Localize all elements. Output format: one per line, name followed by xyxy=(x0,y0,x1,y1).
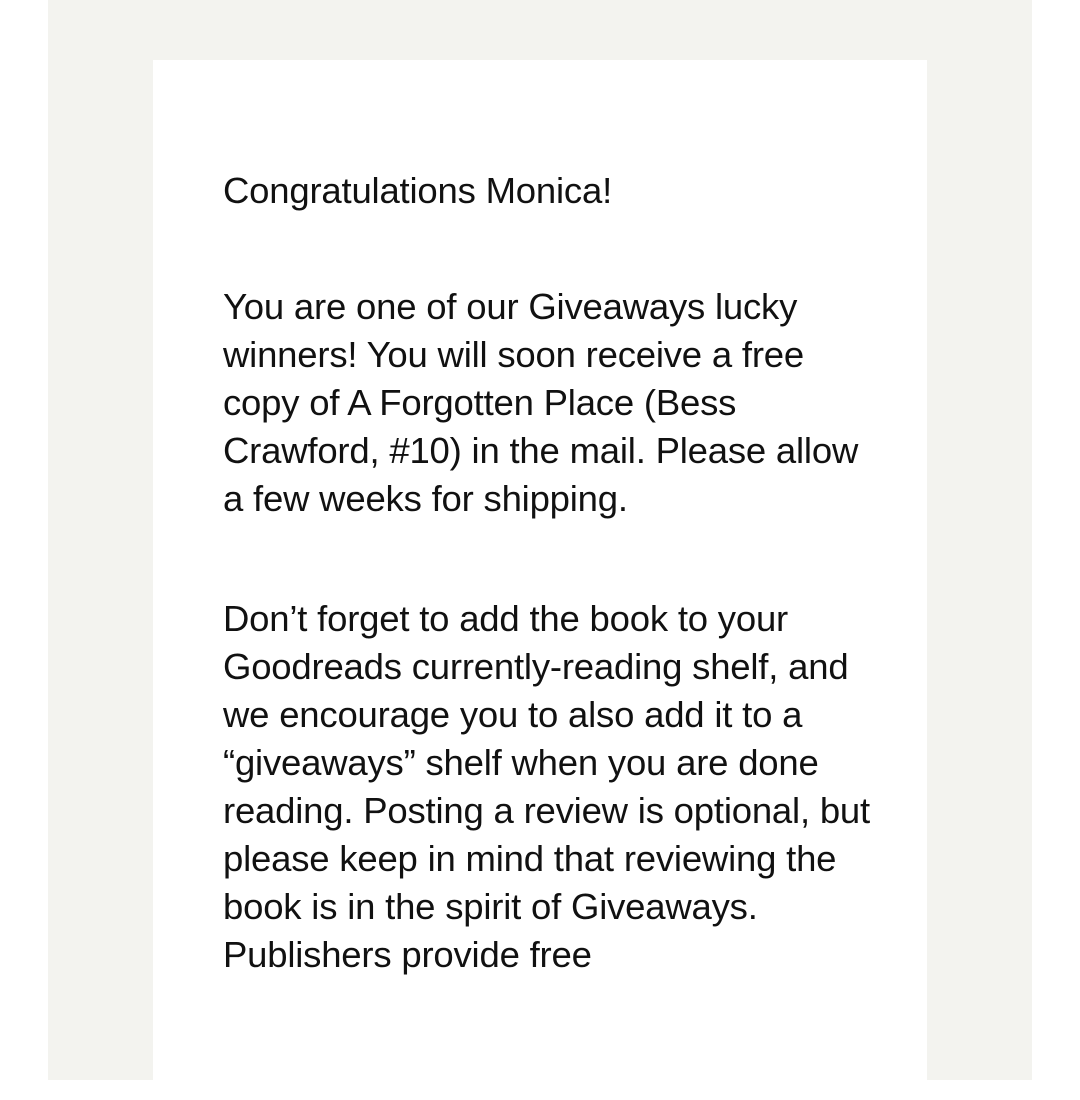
shelf-and-review-paragraph: Don’t forget to add the book to your Goodreads currently-reading shelf, and we encourage you to also add it to a “giveaways” shelf when you are done reading. Posting a review is optional, but please keep in mind that reviewing the book is in the spirit of Giveaways. Publishers provide free xyxy=(223,598,870,975)
winner-announcement-paragraph: You are one of our Giveaways lucky winners! You will soon receive a free copy of A Forgotten Place (Bess Crawford, #10) in the mail. Please allow a few weeks for shipping. xyxy=(223,286,859,519)
email-card xyxy=(153,60,927,1100)
email-body xyxy=(223,167,873,979)
email-greeting: Congratulations Monica! xyxy=(223,170,613,211)
email-frame xyxy=(48,0,1032,1080)
